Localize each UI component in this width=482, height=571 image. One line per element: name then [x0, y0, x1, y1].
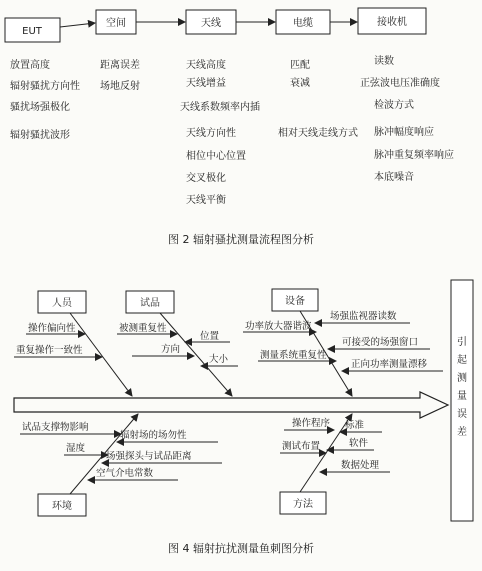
cause-equipment: 测量系统重复性	[260, 350, 327, 361]
antenna-factor: 交叉极化	[186, 173, 226, 184]
cable-factor: 相对天线走线方式	[278, 128, 358, 139]
cause-environment: 空气介电常数	[96, 468, 154, 479]
node-space: 空间	[106, 18, 126, 29]
cause-equipment: 功率放大器谐波	[245, 321, 312, 332]
cause-method: 标准	[345, 420, 365, 431]
effect-char: 引	[457, 337, 467, 348]
effect-char: 误	[457, 409, 467, 420]
receiver-factor: 本底噪音	[374, 172, 414, 183]
cause-method: 数据处理	[341, 460, 380, 471]
eut-factor: 放置高度	[10, 60, 50, 71]
fishbone-spine	[14, 392, 448, 418]
antenna-factor: 天线方向性	[186, 128, 236, 139]
eut-factor: 辐射骚扰波形	[10, 130, 70, 141]
category-personnel: 人员	[52, 298, 72, 309]
receiver-factor: 读数	[374, 56, 394, 67]
cause-method: 操作程序	[292, 418, 331, 429]
antenna-factor: 天线增益	[186, 78, 226, 89]
receiver-factor: 脉冲重复频率响应	[374, 150, 454, 161]
cause-environment: 试品支撑物影响	[22, 422, 89, 433]
eut-factor: 辐射骚扰方向性	[10, 81, 80, 92]
cause-method: 软件	[349, 438, 369, 449]
effect-char: 起	[457, 355, 467, 366]
space-factor: 场地反射	[100, 81, 140, 92]
cause-equipment: 可接受的场强窗口	[342, 337, 419, 348]
effect-char: 测	[457, 373, 467, 384]
category-specimen: 试品	[140, 298, 160, 309]
cause-environment: 场强探头与试品距离	[106, 451, 192, 462]
receiver-factor: 检波方式	[374, 100, 414, 111]
cause-personnel: 重复操作一致性	[16, 345, 83, 356]
node-antenna: 天线	[201, 18, 221, 29]
antenna-factor: 天线平衡	[186, 195, 226, 206]
cause-specimen: 大小	[209, 354, 229, 365]
cause-environment: 湿度	[66, 443, 86, 454]
category-environment: 环境	[52, 501, 72, 512]
cause-equipment: 场强监视器读数	[330, 311, 397, 322]
effect-char: 量	[457, 391, 467, 402]
figure4-caption: 图 4 辐射抗扰测量鱼刺图分析	[168, 542, 314, 555]
cause-personnel: 操作偏向性	[28, 323, 76, 334]
category-equipment: 设备	[285, 296, 305, 307]
receiver-factor: 正弦波电压准确度	[360, 78, 440, 89]
cable-factor: 衰减	[290, 78, 310, 89]
fishbone-diagram	[14, 280, 473, 555]
figure2-caption: 图 2 辐射骚扰测量流程图分析	[168, 233, 314, 246]
cause-specimen: 位置	[200, 331, 220, 342]
antenna-factor: 相位中心位置	[186, 151, 246, 162]
cause-specimen: 被测重复性	[119, 323, 167, 334]
category-method: 方法	[293, 499, 313, 510]
node-eut: EUT	[22, 26, 42, 37]
cause-specimen: 方向	[161, 344, 181, 355]
cable-factor: 匹配	[290, 60, 310, 71]
flowchart	[5, 8, 454, 246]
cause-method: 测试布置	[282, 441, 321, 452]
cause-equipment: 正向功率测量漂移	[351, 359, 428, 370]
effect-char: 差	[457, 427, 467, 438]
space-factor: 距离误差	[100, 60, 140, 71]
node-receiver: 接收机	[377, 17, 407, 28]
arrow-eut-space	[60, 23, 95, 27]
cause-environment: 辐射场的场勿性	[120, 430, 187, 441]
eut-factor: 骚扰场强极化	[10, 102, 70, 113]
antenna-factor: 天线系数频率内插	[180, 102, 260, 113]
receiver-factor: 脉冲幅度响应	[374, 127, 434, 138]
antenna-factor: 天线高度	[186, 60, 226, 71]
node-cable: 电缆	[293, 18, 313, 29]
